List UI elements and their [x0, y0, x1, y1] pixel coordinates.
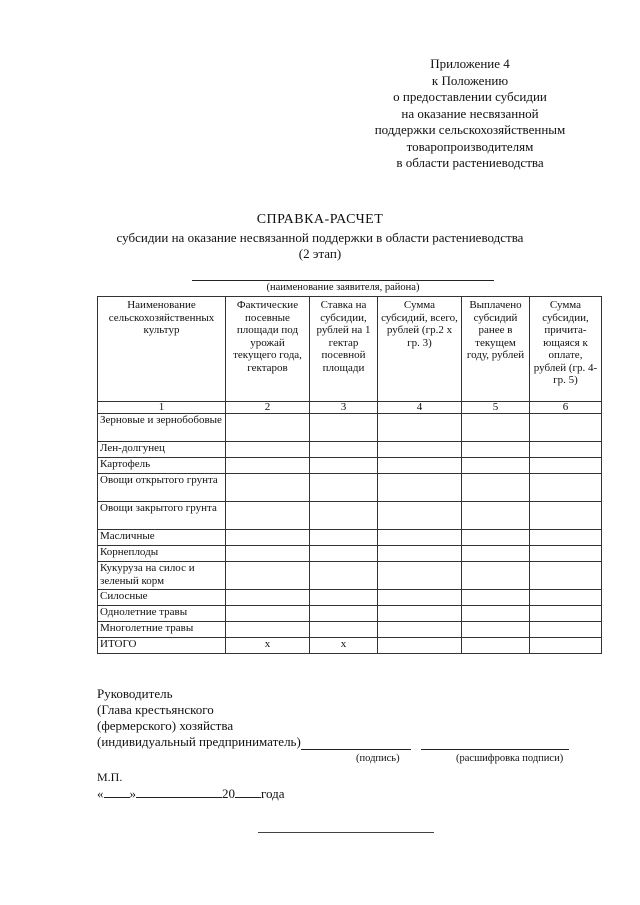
cell-paid[interactable]: [462, 606, 530, 622]
applicant-caption: (наименование заявителя, района): [266, 282, 420, 293]
signer-title-line: (индивидуальный предприниматель): [97, 734, 301, 749]
table-row: [98, 590, 602, 606]
table-row: [98, 606, 602, 622]
table-header-row: [98, 297, 602, 402]
crop-name: Силосные: [98, 590, 226, 606]
cell-due[interactable]: [530, 638, 602, 654]
table-row: [98, 530, 602, 546]
crop-name: Овощи открытого грунта: [98, 474, 226, 502]
table-row: [98, 442, 602, 458]
table-row: [98, 502, 602, 530]
cell-paid[interactable]: [462, 530, 530, 546]
cell-due[interactable]: [530, 590, 602, 606]
cell-due[interactable]: [530, 414, 602, 442]
header-crop-name: Наименование сельскохозяйственных культур: [98, 297, 226, 402]
signature-block: [97, 686, 597, 750]
date-open-quote: «: [97, 786, 104, 801]
cell-total[interactable]: [378, 622, 462, 638]
cell-total[interactable]: [378, 458, 462, 474]
cell-due[interactable]: [530, 546, 602, 562]
signature-decoding-caption: (расшифровка подписи): [456, 753, 564, 764]
header-paid-earlier: Выплачено субсидий ранее в текущем году, рублей: [462, 297, 530, 402]
cell-rate[interactable]: [310, 562, 378, 590]
crop-name: Многолетние травы: [98, 622, 226, 638]
signer-title-line: Руководитель: [97, 686, 173, 701]
cell-paid[interactable]: [462, 442, 530, 458]
header-due-sum: Сумма субсидии, причита-ющаяся к оплате, рублей (гр. 4- гр. 5): [530, 297, 602, 402]
crop-name: Картофель: [98, 458, 226, 474]
signer-title-line: (фермерского) хозяйства: [97, 718, 234, 733]
cell-area[interactable]: [226, 442, 310, 458]
cell-total[interactable]: [378, 590, 462, 606]
cell-due[interactable]: [530, 474, 602, 502]
cell-due[interactable]: [530, 458, 602, 474]
cell-due[interactable]: [530, 622, 602, 638]
table-row: [98, 622, 602, 638]
cell-area[interactable]: [226, 502, 310, 530]
cell-area[interactable]: [226, 606, 310, 622]
table-row: [98, 546, 602, 562]
cell-rate[interactable]: [310, 622, 378, 638]
cell-rate: x: [310, 638, 378, 654]
cell-total[interactable]: [378, 638, 462, 654]
crop-name: Зерновые и зернобобовые: [98, 414, 226, 442]
cell-due[interactable]: [530, 562, 602, 590]
cell-rate[interactable]: [310, 414, 378, 442]
crop-name: Корнеплоды: [98, 546, 226, 562]
stamp-mark: М.П.: [97, 770, 123, 784]
cell-paid[interactable]: [462, 414, 530, 442]
appendix-line: поддержки сельскохозяйственным: [374, 122, 566, 137]
column-number: 1: [98, 402, 226, 414]
cell-rate[interactable]: [310, 546, 378, 562]
header-rate: Ставка на субсидии, рублей на 1 гектар посевной площади: [310, 297, 378, 402]
appendix-line: к Положению: [431, 72, 509, 88]
crop-name: Кукуруза на силос и зеленый корм: [98, 562, 226, 590]
cell-due[interactable]: [530, 502, 602, 530]
cell-total[interactable]: [378, 502, 462, 530]
signature-field[interactable]: [301, 737, 411, 750]
cell-area[interactable]: [226, 562, 310, 590]
appendix-line: на оказание несвязанной: [401, 105, 539, 121]
cell-rate[interactable]: [310, 606, 378, 622]
date-line: [97, 786, 285, 802]
cell-total[interactable]: [378, 546, 462, 562]
cell-paid[interactable]: [462, 502, 530, 530]
cell-paid[interactable]: [462, 562, 530, 590]
table-row: [98, 414, 602, 442]
column-number: 6: [530, 402, 602, 414]
appendix-line: в области растениеводства: [396, 155, 544, 170]
signature-decoding-field[interactable]: [421, 737, 569, 750]
table-row: [98, 562, 602, 590]
appendix-line: Приложение 4: [430, 56, 510, 71]
date-month-field[interactable]: [136, 786, 222, 798]
cell-paid[interactable]: [462, 638, 530, 654]
total-label: ИТОГО: [98, 638, 226, 654]
cell-rate[interactable]: [310, 474, 378, 502]
appendix-line: товаропроизводителям: [406, 138, 534, 154]
signature-caption: (подпись): [356, 753, 400, 764]
cell-rate[interactable]: [310, 458, 378, 474]
column-number: 2: [226, 402, 310, 414]
cell-rate[interactable]: [310, 530, 378, 546]
cell-due[interactable]: [530, 442, 602, 458]
cell-area[interactable]: [226, 458, 310, 474]
document-title: СПРАВКА-РАСЧЕТ: [256, 212, 384, 227]
cell-total[interactable]: [378, 474, 462, 502]
appendix-reference: [340, 56, 600, 172]
cell-rate[interactable]: [310, 502, 378, 530]
cell-area[interactable]: [226, 530, 310, 546]
cell-area[interactable]: [226, 590, 310, 606]
cell-total[interactable]: [378, 562, 462, 590]
table-row: [98, 474, 602, 502]
header-total-sum: Сумма субсидий, всего, рублей (гр.2 х гр. 3): [378, 297, 462, 402]
header-area: Фактические посевные площади под урожай текущего года, гектаров: [226, 297, 310, 402]
column-number: 5: [462, 402, 530, 414]
cell-area: x: [226, 638, 310, 654]
cell-area[interactable]: [226, 546, 310, 562]
calculation-table: [97, 296, 602, 654]
signer-title-line-with-fields: [97, 734, 597, 750]
cell-paid[interactable]: [462, 546, 530, 562]
cell-paid[interactable]: [462, 622, 530, 638]
document-stage: (2 этап): [298, 246, 342, 261]
date-year-field[interactable]: [235, 786, 261, 798]
table-total-row: [98, 638, 602, 654]
column-numbers-row: [98, 402, 602, 414]
cell-area[interactable]: [226, 622, 310, 638]
cell-total[interactable]: [378, 530, 462, 546]
cell-rate[interactable]: [310, 442, 378, 458]
date-year-suffix: года: [261, 786, 285, 801]
crop-name: Однолетние травы: [98, 606, 226, 622]
cell-paid[interactable]: [462, 474, 530, 502]
table-row: [98, 458, 602, 474]
cell-total[interactable]: [378, 606, 462, 622]
signer-title-line: (Глава крестьянского: [97, 702, 214, 717]
document-title-block: [60, 212, 580, 262]
date-year-prefix: 20: [222, 786, 235, 801]
cell-rate[interactable]: [310, 590, 378, 606]
cell-paid[interactable]: [462, 458, 530, 474]
column-number: 3: [310, 402, 378, 414]
cell-total[interactable]: [378, 414, 462, 442]
applicant-field[interactable]: [192, 280, 494, 294]
cell-due[interactable]: [530, 606, 602, 622]
footer-divider: [258, 832, 434, 833]
appendix-line: о предоставлении субсидии: [393, 89, 547, 104]
date-close-quote: »: [129, 786, 136, 801]
cell-area[interactable]: [226, 414, 310, 442]
crop-name: Лен-долгунец: [98, 442, 226, 458]
column-number: 4: [378, 402, 462, 414]
date-day-field[interactable]: [104, 786, 130, 798]
cell-due[interactable]: [530, 530, 602, 546]
crop-name: Масличные: [98, 530, 226, 546]
cell-paid[interactable]: [462, 590, 530, 606]
crop-name: Овощи закрытого грунта: [98, 502, 226, 530]
document-subtitle: субсидии на оказание несвязанной поддержки в области растениеводства: [116, 230, 524, 245]
cell-area[interactable]: [226, 474, 310, 502]
cell-total[interactable]: [378, 442, 462, 458]
